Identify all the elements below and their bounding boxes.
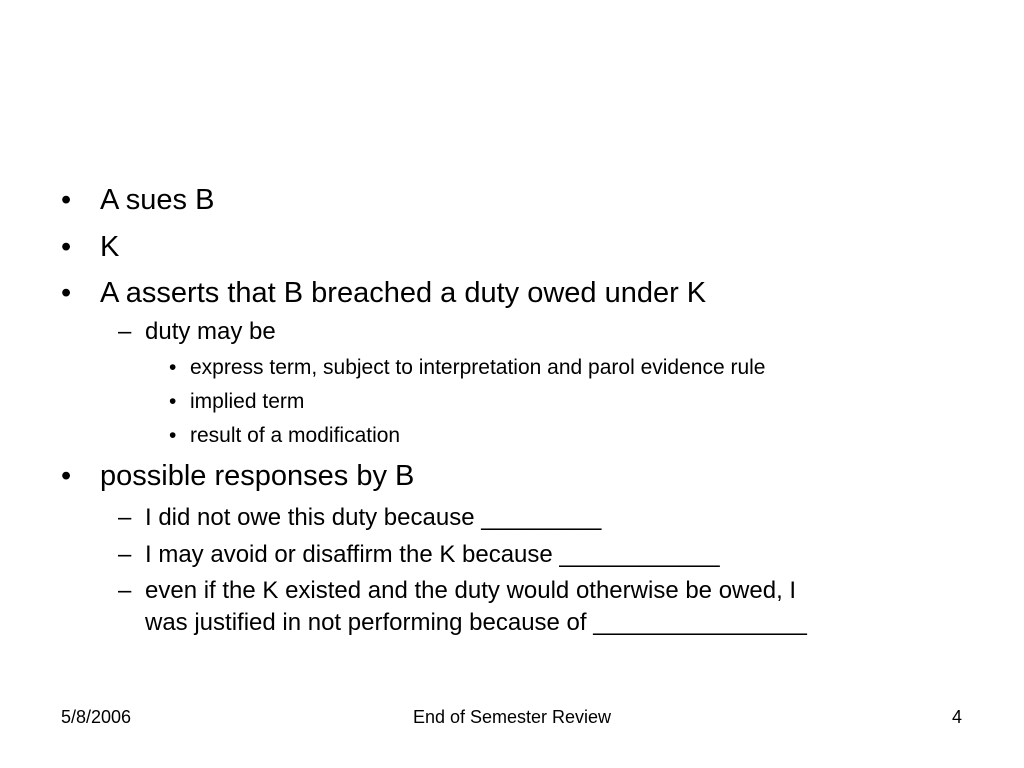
page-number: 4 <box>951 707 962 727</box>
sub-bullet-text: I may avoid or disaffirm the K because ____________ <box>145 541 720 568</box>
footer-title: End of Semester Review <box>412 707 612 727</box>
dash-glyph: – <box>118 504 132 531</box>
bullet-text: K <box>100 231 120 263</box>
bullet-glyph: • <box>169 424 177 447</box>
dash-glyph: – <box>118 318 132 345</box>
dash-glyph: – <box>118 577 132 604</box>
footer-date: 5/8/2006 <box>61 707 132 727</box>
bullet-text: possible responses by B <box>100 460 415 492</box>
sub-bullet-text: duty may be <box>145 318 276 345</box>
sub-sub-bullet-text: result of a modification <box>190 424 401 447</box>
dash-glyph: – <box>118 541 132 568</box>
bullet-glyph: • <box>61 231 72 263</box>
sub-bullet-text: I did not owe this duty because _________ <box>145 504 602 531</box>
sub-bullet-text: was justified in not performing because of ________________ <box>145 609 807 636</box>
bullet-glyph: • <box>61 184 72 216</box>
bullet-text: A sues B <box>100 184 215 216</box>
sub-sub-bullet-text: implied term <box>190 390 305 413</box>
bullet-glyph: • <box>169 390 177 413</box>
bullet-glyph: • <box>61 460 72 492</box>
sub-bullet-text: even if the K existed and the duty would otherwise be owed, I <box>145 577 797 604</box>
bullet-text: A asserts that B breached a duty owed under K <box>100 277 707 309</box>
sub-sub-bullet-text: express term, subject to interpretation and parol evidence rule <box>190 356 766 379</box>
bullet-glyph: • <box>61 277 72 309</box>
bullet-glyph: • <box>169 356 177 379</box>
